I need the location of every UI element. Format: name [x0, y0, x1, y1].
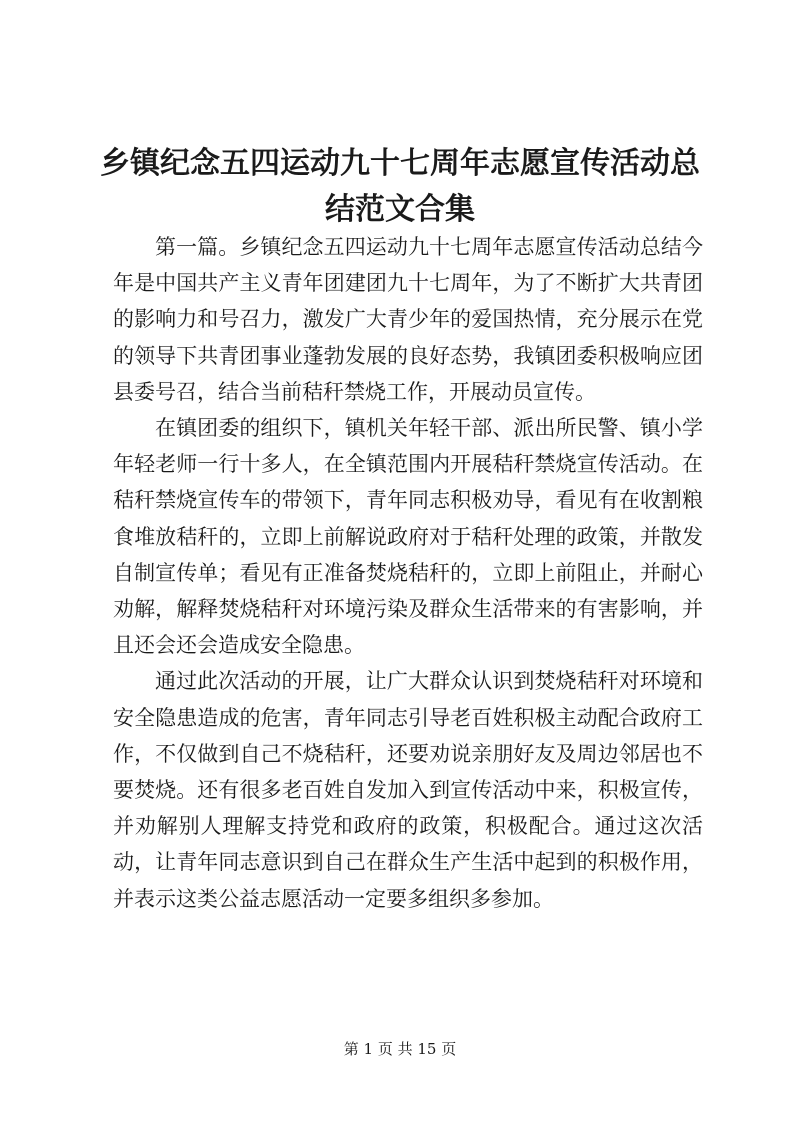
paragraph-1: 第一篇。乡镇纪念五四运动九十七周年志愿宣传活动总结今年是中国共产主义青年团建团九十七周年，为了不断扩大共青团的影响力和号召力，激发广大青少年的爱国热情，充分展示在党的领导下共青团事业蓬勃发展的良好态势，我镇团委积极响应团县委号召，结合当前秸秆禁烧工作，开展动员宣传。 — [113, 235, 703, 404]
paragraph-3: 通过此次活动的开展，让广大群众认识到焚烧秸秆对环境和安全隐患造成的危害，青年同志引导老百姓积极主动配合政府工作，不仅做到自己不烧秸秆，还要劝说亲朋好友及周边邻居也不要焚烧。还有很多老百姓自发加入到宣传活动中来，积极宣传，并劝解别人理解支持党和政府的政策，积极配合。通过这次活动，让青年同志意识到自己在群众生产生活中起到的积极作用，并表示这类公益志愿活动一定要多组织多参加。 — [113, 669, 703, 911]
document-body — [113, 229, 703, 917]
document-title: 乡镇纪念五四运动九十七周年志愿宣传活动总结范文合集 — [100, 146, 700, 227]
paragraph-2: 在镇团委的组织下，镇机关年轻干部、派出所民警、镇小学年轻老师一行十多人，在全镇范围内开展秸秆禁烧宣传活动。在秸秆禁烧宣传车的带领下，青年同志积极劝导，看见有在收割粮食堆放秸秆的，立即上前解说政府对于秸秆处理的政策，并散发自制宣传单；看见有正准备焚烧秸秆的，立即上前阻止，并耐心劝解，解释焚烧秸秆对环境污染及群众生活带来的有害影响，并且还会还会造成安全隐患。 — [113, 416, 703, 658]
page-footer: 第 1 页 共 15 页 — [343, 1040, 457, 1058]
